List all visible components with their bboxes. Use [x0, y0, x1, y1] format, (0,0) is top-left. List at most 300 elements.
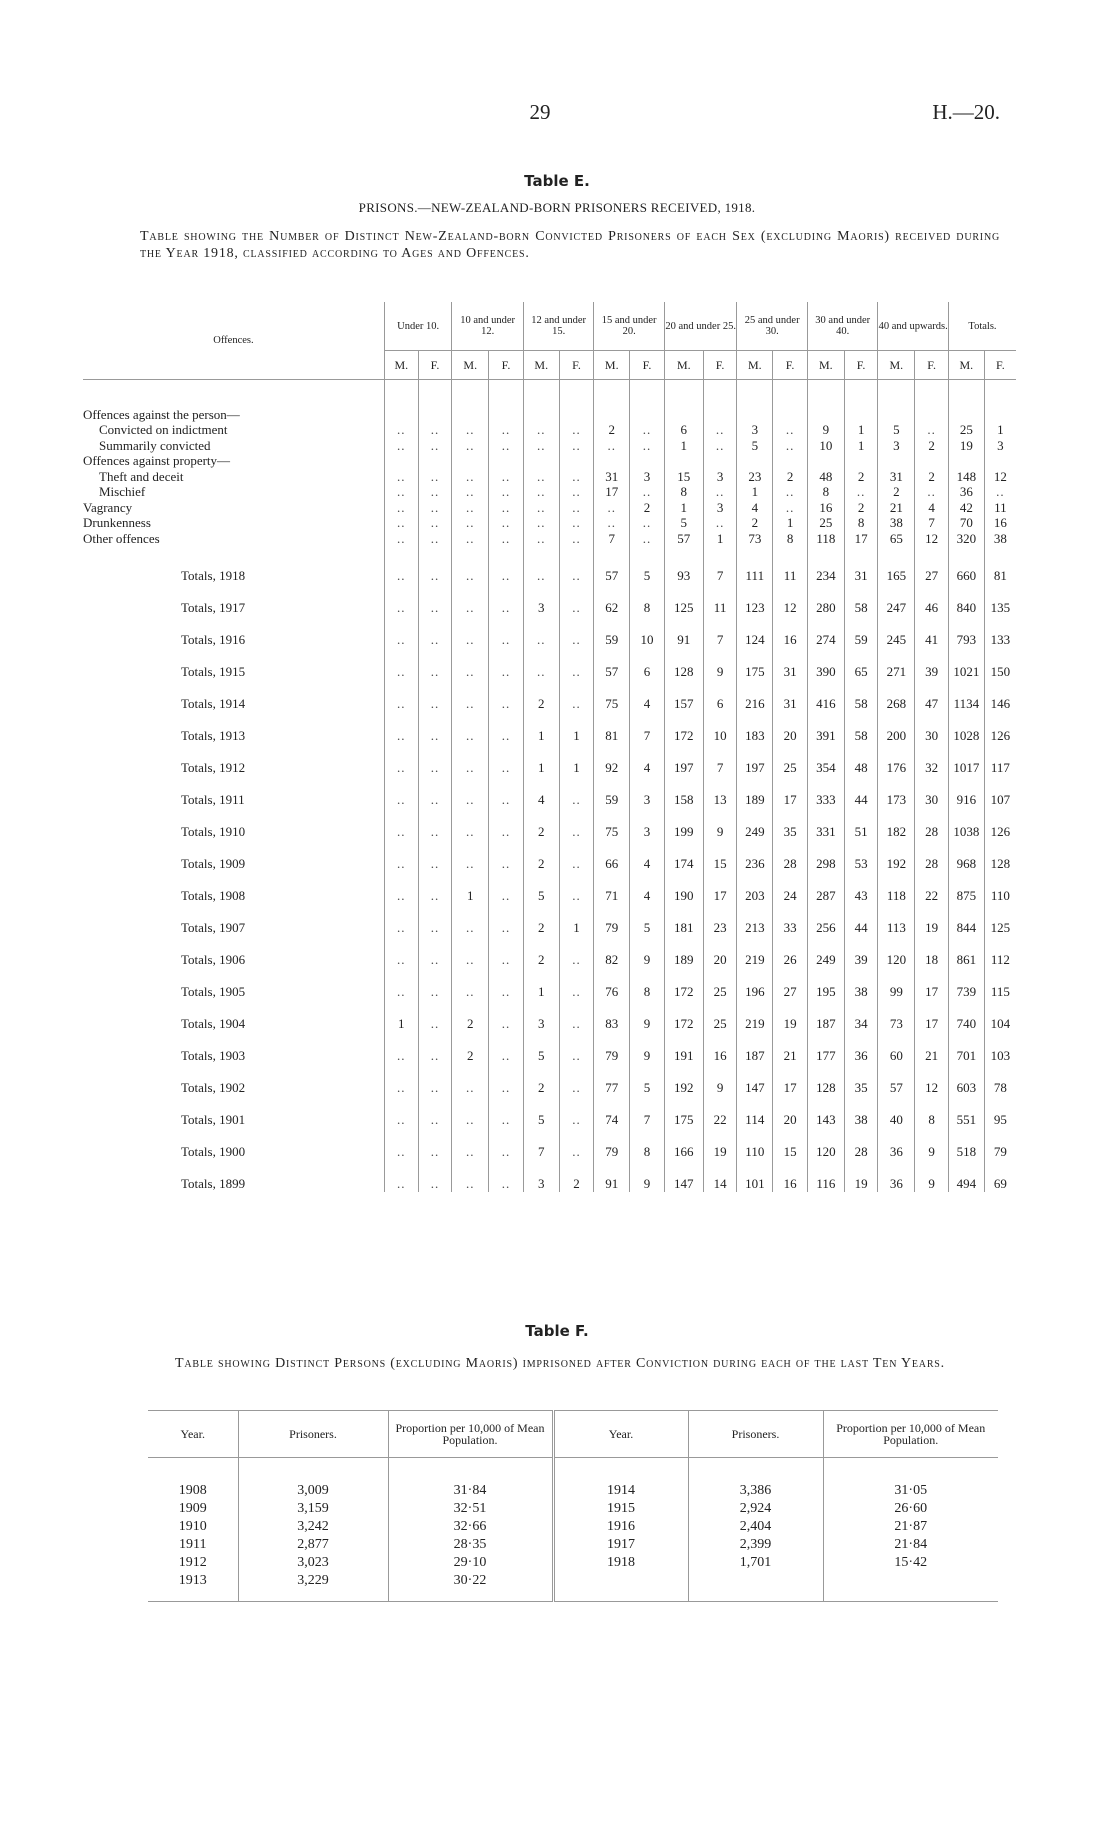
- table-cell: 11: [984, 499, 1016, 515]
- table-cell: 3: [630, 808, 665, 840]
- table-cell: 2: [523, 680, 559, 712]
- table-row: [148, 1554, 998, 1572]
- table-cell: 234: [807, 546, 844, 584]
- table-cell: ..: [915, 484, 949, 500]
- table-cell: 112: [984, 936, 1016, 968]
- table-cell: 3: [703, 468, 737, 484]
- table-cell: 1: [844, 422, 878, 438]
- row-label: Totals, 1900: [181, 1143, 246, 1159]
- table-cell: 268: [878, 680, 915, 712]
- table-cell: 44: [844, 904, 878, 936]
- table-cell: 1918: [553, 1554, 688, 1572]
- table-cell: 23: [703, 904, 737, 936]
- sex-female-header: F.: [844, 351, 878, 380]
- table-cell: [559, 406, 594, 422]
- table-cell: 280: [807, 584, 844, 616]
- table-cell: 10: [630, 616, 665, 648]
- table-cell: 16: [703, 1032, 737, 1064]
- table-cell: 38: [844, 1096, 878, 1128]
- table-cell: 111: [737, 546, 773, 584]
- table-cell: 113: [878, 904, 915, 936]
- table-cell: 2: [523, 1064, 559, 1096]
- table-cell: ..: [384, 712, 418, 744]
- table-cell: ..: [523, 484, 559, 500]
- table-cell: 203: [737, 872, 773, 904]
- table-cell: 1: [703, 530, 737, 546]
- table-cell: ..: [384, 936, 418, 968]
- table-cell: 9: [630, 1160, 665, 1192]
- table-cell: 157: [664, 680, 703, 712]
- table-cell: 5: [664, 515, 703, 531]
- table-f-description: Table showing Distinct Persons (excluding Maoris) imprisoned after Conviction during each of the last Ten Years.: [175, 1356, 945, 1371]
- table-cell: ..: [489, 468, 524, 484]
- table-cell: ..: [418, 904, 452, 936]
- table-cell: 22: [915, 872, 949, 904]
- table-row: [83, 968, 1016, 1000]
- table-cell: 21: [878, 499, 915, 515]
- table-cell: 146: [984, 680, 1016, 712]
- table-cell: 173: [878, 776, 915, 808]
- table-row: [148, 1518, 998, 1536]
- table-cell: 2,404: [688, 1518, 823, 1536]
- row-label: Totals, 1917: [181, 599, 246, 615]
- table-cell: ..: [452, 840, 489, 872]
- table-cell: [915, 453, 949, 469]
- column-header: Prisoners.: [238, 1411, 388, 1458]
- table-cell: 197: [664, 744, 703, 776]
- table-row: [83, 1000, 1016, 1032]
- table-row: [83, 422, 1016, 438]
- table-cell: ..: [559, 808, 594, 840]
- table-row: [83, 499, 1016, 515]
- table-cell: 79: [984, 1128, 1016, 1160]
- row-label: Totals, 1901: [181, 1111, 246, 1127]
- table-cell: 16: [773, 1160, 808, 1192]
- column-header: Year.: [148, 1411, 238, 1458]
- table-cell: 77: [594, 1064, 630, 1096]
- row-label: Vagrancy: [83, 499, 133, 515]
- table-f: [148, 1410, 998, 1602]
- table-cell: 187: [807, 1000, 844, 1032]
- table-cell: ..: [452, 437, 489, 453]
- table-cell: 57: [664, 530, 703, 546]
- table-cell: 1134: [948, 680, 984, 712]
- table-cell: 1038: [948, 808, 984, 840]
- table-cell: 29·10: [388, 1554, 553, 1572]
- table-cell: 4: [630, 872, 665, 904]
- table-cell: 5: [630, 546, 665, 584]
- table-cell: 7: [594, 530, 630, 546]
- table-cell: ..: [489, 616, 524, 648]
- table-cell: ..: [384, 584, 418, 616]
- table-cell: 10: [807, 437, 844, 453]
- table-cell: 79: [594, 904, 630, 936]
- table-cell: ..: [384, 872, 418, 904]
- table-cell: [452, 406, 489, 422]
- table-cell: 3: [737, 422, 773, 438]
- table-cell: 8: [630, 1128, 665, 1160]
- table-cell: ..: [559, 530, 594, 546]
- table-cell: 118: [807, 530, 844, 546]
- table-cell: 175: [664, 1096, 703, 1128]
- table-cell: [418, 406, 452, 422]
- row-label: Totals, 1905: [181, 983, 246, 999]
- table-cell: ..: [418, 872, 452, 904]
- table-cell: 875: [948, 872, 984, 904]
- table-cell: 83: [594, 1000, 630, 1032]
- table-cell: ..: [523, 468, 559, 484]
- table-cell: ..: [489, 1064, 524, 1096]
- table-row: [83, 468, 1016, 484]
- table-cell: 2: [915, 437, 949, 453]
- table-cell: 41: [915, 616, 949, 648]
- table-cell: 2: [844, 468, 878, 484]
- table-cell: ..: [384, 776, 418, 808]
- table-cell: [559, 453, 594, 469]
- table-cell: ..: [418, 968, 452, 1000]
- table-cell: ..: [384, 744, 418, 776]
- table-cell: 73: [737, 530, 773, 546]
- table-cell: [807, 406, 844, 422]
- table-cell: 2,877: [238, 1536, 388, 1554]
- sex-male-header: M.: [523, 351, 559, 380]
- table-cell: 219: [737, 1000, 773, 1032]
- table-cell: 5: [523, 1096, 559, 1128]
- table-cell: 9: [630, 1000, 665, 1032]
- table-cell: 5: [878, 422, 915, 438]
- table-cell: [630, 453, 665, 469]
- sex-male-header: M.: [948, 351, 984, 380]
- table-cell: ..: [418, 712, 452, 744]
- table-cell: ..: [523, 422, 559, 438]
- table-cell: ..: [418, 584, 452, 616]
- table-cell: 25: [948, 422, 984, 438]
- table-cell: [630, 406, 665, 422]
- table-cell: 1: [559, 712, 594, 744]
- table-cell: 150: [984, 648, 1016, 680]
- table-cell: ..: [489, 437, 524, 453]
- table-cell: ..: [630, 484, 665, 500]
- table-cell: 2: [559, 1160, 594, 1192]
- table-cell: 17: [915, 968, 949, 1000]
- table-cell: ..: [523, 515, 559, 531]
- table-cell: 120: [878, 936, 915, 968]
- table-cell: 31: [773, 648, 808, 680]
- table-cell: ..: [452, 515, 489, 531]
- table-cell: [553, 1572, 688, 1602]
- table-cell: 5: [737, 437, 773, 453]
- table-cell: 9: [807, 422, 844, 438]
- table-cell: 31: [878, 468, 915, 484]
- table-row: [83, 648, 1016, 680]
- table-cell: ..: [489, 648, 524, 680]
- sex-female-header: F.: [489, 351, 524, 380]
- table-cell: 124: [737, 616, 773, 648]
- table-cell: ..: [559, 422, 594, 438]
- table-cell: ..: [384, 515, 418, 531]
- table-cell: [984, 406, 1016, 422]
- table-cell: ..: [773, 499, 808, 515]
- row-label: Totals, 1910: [181, 823, 246, 839]
- table-cell: ..: [489, 530, 524, 546]
- table-cell: 123: [737, 584, 773, 616]
- table-cell: 32·66: [388, 1518, 553, 1536]
- table-cell: 25: [703, 968, 737, 1000]
- table-cell: ..: [384, 530, 418, 546]
- table-cell: 6: [630, 648, 665, 680]
- table-cell: [773, 453, 808, 469]
- table-cell: [489, 406, 524, 422]
- table-cell: 99: [878, 968, 915, 1000]
- table-cell: 6: [703, 680, 737, 712]
- table-cell: ..: [559, 499, 594, 515]
- table-cell: 34: [844, 1000, 878, 1032]
- table-cell: ..: [384, 840, 418, 872]
- table-cell: ..: [773, 422, 808, 438]
- row-label: Summarily convicted: [99, 437, 211, 453]
- row-label: Offences against the person—: [83, 406, 240, 422]
- table-cell: ..: [489, 422, 524, 438]
- table-row: [83, 744, 1016, 776]
- table-e-title: Table E.: [524, 172, 590, 190]
- table-cell: 18: [915, 936, 949, 968]
- table-row: [83, 1096, 1016, 1128]
- table-cell: ..: [630, 437, 665, 453]
- table-row: [83, 1064, 1016, 1096]
- table-row: [83, 904, 1016, 936]
- table-cell: ..: [418, 422, 452, 438]
- table-cell: 199: [664, 808, 703, 840]
- table-cell: 236: [737, 840, 773, 872]
- row-label: Totals, 1908: [181, 887, 246, 903]
- table-cell: 23: [737, 468, 773, 484]
- table-cell: 28: [773, 840, 808, 872]
- table-row: [148, 1500, 998, 1518]
- table-cell: 2: [523, 808, 559, 840]
- table-cell: ..: [384, 422, 418, 438]
- table-cell: 1912: [178, 1555, 207, 1570]
- table-cell: 3: [523, 584, 559, 616]
- table-cell: 133: [984, 616, 1016, 648]
- table-cell: 390: [807, 648, 844, 680]
- table-row: [83, 776, 1016, 808]
- table-cell: 183: [737, 712, 773, 744]
- table-cell: ..: [418, 437, 452, 453]
- row-label: Totals, 1904: [181, 1015, 246, 1031]
- table-cell: ..: [523, 437, 559, 453]
- table-cell: 968: [948, 840, 984, 872]
- table-cell: ..: [452, 648, 489, 680]
- table-cell: 4: [630, 680, 665, 712]
- table-cell: 603: [948, 1064, 984, 1096]
- table-cell: ..: [452, 904, 489, 936]
- age-group-header: Totals.: [948, 302, 1016, 351]
- table-cell: ..: [489, 1128, 524, 1160]
- table-cell: ..: [489, 1096, 524, 1128]
- table-cell: ..: [452, 968, 489, 1000]
- age-group-header: 40 and upwards.: [878, 302, 949, 351]
- table-cell: 19: [773, 1000, 808, 1032]
- table-cell: 31·84: [388, 1482, 553, 1500]
- table-cell: 32·51: [388, 1500, 553, 1518]
- table-cell: 78: [984, 1064, 1016, 1096]
- table-cell: 143: [807, 1096, 844, 1128]
- table-cell: 9: [630, 1032, 665, 1064]
- table-cell: [984, 453, 1016, 469]
- table-cell: 13: [703, 776, 737, 808]
- table-cell: 79: [594, 1128, 630, 1160]
- table-cell: 861: [948, 936, 984, 968]
- table-cell: 15·42: [823, 1554, 998, 1572]
- row-label: Totals, 1912: [181, 759, 246, 775]
- table-cell: 27: [773, 968, 808, 1000]
- table-cell: [523, 453, 559, 469]
- spacer-row: [148, 1458, 998, 1483]
- table-cell: 2: [737, 515, 773, 531]
- table-cell: ..: [489, 776, 524, 808]
- table-cell: ..: [452, 422, 489, 438]
- table-cell: ..: [703, 484, 737, 500]
- table-row: [148, 1536, 998, 1554]
- table-cell: ..: [559, 936, 594, 968]
- table-cell: 39: [844, 936, 878, 968]
- table-cell: 320: [948, 530, 984, 546]
- table-cell: 27: [915, 546, 949, 584]
- table-cell: ..: [418, 776, 452, 808]
- table-cell: ..: [559, 584, 594, 616]
- age-group-header: 10 and under 12.: [452, 302, 524, 351]
- table-cell: 1: [844, 437, 878, 453]
- table-row: [83, 680, 1016, 712]
- table-cell: 38: [984, 530, 1016, 546]
- table-cell: 20: [773, 712, 808, 744]
- table-cell: 3,023: [238, 1554, 388, 1572]
- table-cell: ..: [559, 840, 594, 872]
- table-cell: ..: [452, 936, 489, 968]
- table-cell: ..: [489, 968, 524, 1000]
- table-row: [83, 872, 1016, 904]
- table-cell: 189: [664, 936, 703, 968]
- table-cell: 93: [664, 546, 703, 584]
- table-row: [83, 530, 1016, 546]
- table-cell: 91: [594, 1160, 630, 1192]
- column-header: Proportion per 10,000 of Mean Population.: [823, 1411, 998, 1458]
- table-cell: 8: [630, 968, 665, 1000]
- table-cell: 1: [384, 1000, 418, 1032]
- table-cell: ..: [384, 437, 418, 453]
- table-cell: 15: [664, 468, 703, 484]
- table-cell: 8: [664, 484, 703, 500]
- table-cell: 57: [878, 1064, 915, 1096]
- table-cell: 1: [559, 904, 594, 936]
- age-group-header: 20 and under 25.: [664, 302, 737, 351]
- table-cell: 107: [984, 776, 1016, 808]
- table-cell: 17: [915, 1000, 949, 1032]
- table-cell: ..: [594, 499, 630, 515]
- table-cell: 9: [703, 808, 737, 840]
- table-cell: 66: [594, 840, 630, 872]
- table-cell: 2: [523, 936, 559, 968]
- table-cell: ..: [559, 1000, 594, 1032]
- table-cell: 2: [878, 484, 915, 500]
- table-cell: 1: [664, 437, 703, 453]
- sex-female-header: F.: [703, 351, 737, 380]
- table-cell: 38: [878, 515, 915, 531]
- table-cell: [523, 406, 559, 422]
- table-cell: 19: [948, 437, 984, 453]
- sex-male-header: M.: [452, 351, 489, 380]
- table-cell: 9: [915, 1160, 949, 1192]
- table-cell: [844, 453, 878, 469]
- table-cell: [948, 453, 984, 469]
- table-cell: ..: [489, 808, 524, 840]
- table-cell: 844: [948, 904, 984, 936]
- table-cell: ..: [984, 484, 1016, 500]
- table-cell: ..: [559, 1128, 594, 1160]
- table-cell: 333: [807, 776, 844, 808]
- table-cell: ..: [523, 499, 559, 515]
- table-cell: 70: [948, 515, 984, 531]
- table-cell: ..: [452, 468, 489, 484]
- row-label: Totals, 1913: [181, 727, 246, 743]
- sex-male-header: M.: [384, 351, 418, 380]
- table-cell: 48: [844, 744, 878, 776]
- table-cell: 8: [773, 530, 808, 546]
- table-cell: 46: [915, 584, 949, 616]
- table-cell: [844, 406, 878, 422]
- table-cell: ..: [384, 1160, 418, 1192]
- table-cell: 4: [915, 499, 949, 515]
- table-cell: 81: [984, 546, 1016, 584]
- table-cell: 195: [807, 968, 844, 1000]
- row-label: Totals, 1902: [181, 1079, 246, 1095]
- row-label: Drunkenness: [83, 515, 151, 530]
- age-group-header: 12 and under 15.: [523, 302, 594, 351]
- table-cell: [664, 453, 703, 469]
- table-cell: 518: [948, 1128, 984, 1160]
- table-cell: 104: [984, 1000, 1016, 1032]
- table-cell: 71: [594, 872, 630, 904]
- table-cell: 28·35: [388, 1536, 553, 1554]
- row-label: Mischief: [99, 484, 146, 499]
- table-cell: 197: [737, 744, 773, 776]
- table-cell: 126: [984, 808, 1016, 840]
- table-cell: 19: [703, 1128, 737, 1160]
- table-row: [83, 484, 1016, 500]
- table-cell: 59: [594, 616, 630, 648]
- table-cell: 5: [630, 1064, 665, 1096]
- table-cell: 26: [773, 936, 808, 968]
- table-cell: ..: [489, 904, 524, 936]
- sex-female-header: F.: [915, 351, 949, 380]
- table-cell: 8: [915, 1096, 949, 1128]
- table-cell: 187: [737, 1032, 773, 1064]
- table-cell: ..: [523, 546, 559, 584]
- table-cell: 219: [737, 936, 773, 968]
- table-cell: 4: [523, 776, 559, 808]
- table-cell: 1910: [178, 1519, 207, 1534]
- table-row: [148, 1482, 998, 1500]
- table-cell: [384, 453, 418, 469]
- table-row: [83, 584, 1016, 616]
- table-cell: 1908: [178, 1483, 207, 1498]
- table-cell: 3: [523, 1160, 559, 1192]
- table-cell: 17: [773, 776, 808, 808]
- table-cell: 7: [703, 744, 737, 776]
- table-cell: [703, 406, 737, 422]
- table-f-header-row: [148, 1411, 998, 1458]
- table-cell: 2: [915, 468, 949, 484]
